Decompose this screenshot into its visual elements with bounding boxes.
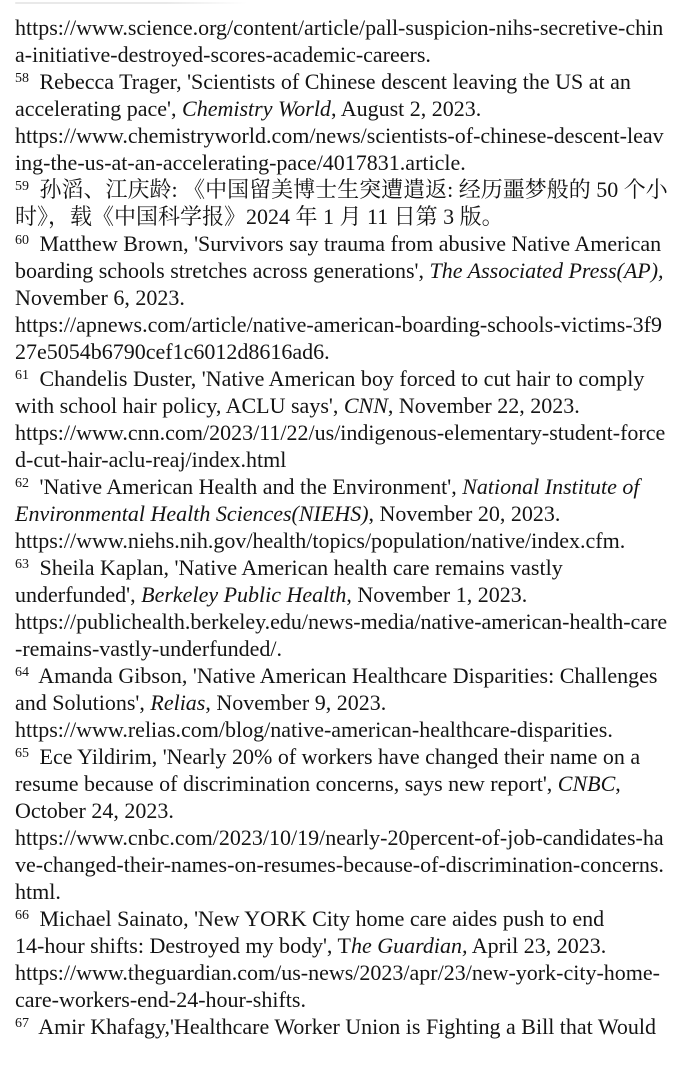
text-segment: boarding schools stretches across generations', [15,258,430,283]
footnote-number: 59 [15,179,29,194]
text-line [15,257,690,284]
text-segment: The Associated Press(AP), [429,258,664,283]
text-segment: , November 1, 2023. [346,582,528,607]
text-segment: April 23, 2023. [467,933,607,958]
footnote-number: 66 [15,908,29,923]
text-line [15,338,690,365]
text-segment: 孙滔、江庆龄: 《中国留美博士生突遭遣返: 经历噩梦般的 50 个小 [34,177,668,202]
text-line [15,797,690,824]
text-segment: November 6, 2023. [15,285,185,310]
text-segment: , November 20, 2023. [368,501,561,526]
text-line [15,851,690,878]
text-line [15,392,690,419]
top-partial-rule [15,2,247,4]
text-line [15,365,690,392]
text-line [15,932,690,959]
text-segment: https://www.relias.com/blog/native-american-healthcare-disparities. [15,717,613,742]
text-segment: a-initiative-destroyed-scores-academic-careers. [15,42,431,67]
text-segment: 'Native American Health and the Environment', [34,474,463,499]
text-segment: 14-hour shifts: Destroyed my body', T [15,933,351,958]
text-segment: Rebecca Trager, 'Scientists of Chinese descent leaving the US at an [34,69,631,94]
text-segment: National Institute of [462,474,640,499]
text-line [15,311,690,338]
text-segment: https://www.theguardian.com/us-news/2023/apr/23/new-york-city-home- [15,960,660,985]
footnote-number: 63 [15,557,29,572]
text-line [15,446,690,473]
footnote-number: 61 [15,368,29,383]
text-line [15,581,690,608]
text-segment: with school hair policy, ACLU says', [15,393,344,418]
text-line [15,986,690,1013]
text-segment: Amir Khafagy,'Healthcare Worker Union is Fighting a Bill that Would [34,1014,657,1039]
text-segment: Chandelis Duster, 'Native American boy forced to cut hair to comply [34,366,645,391]
text-segment: Relias [150,690,206,715]
text-line [15,689,690,716]
text-line [15,176,690,203]
text-segment: Sheila Kaplan, 'Native American health care remains vastly [34,555,563,580]
footnote-number: 64 [15,665,29,680]
text-line [15,473,690,500]
text-segment: resume because of discrimination concerns, says new report', [15,771,558,796]
footnote-number: 65 [15,746,29,761]
footnotes-text-block [15,14,690,1040]
text-segment: CNN [343,393,388,418]
footnote-number: 67 [15,1016,29,1031]
text-line [15,122,690,149]
text-line [15,743,690,770]
text-line [15,905,690,932]
text-line [15,1013,690,1040]
text-line [15,284,690,311]
text-segment: ve-changed-their-names-on-resumes-because-of-discrimination-concerns. [15,852,664,877]
text-segment: Berkeley Public Health [141,582,347,607]
text-segment: , [615,771,621,796]
text-segment: Michael Sainato, 'New YORK City home care aides push to end [34,906,605,931]
text-line [15,608,690,635]
text-segment: https://publichealth.berkeley.edu/news-media/native-american-health-care [15,609,668,634]
text-line [15,14,690,41]
text-line [15,149,690,176]
text-line [15,878,690,905]
text-segment: Environmental Health Sciences(NIEHS) [15,501,369,526]
text-segment: Ece Yildirim, 'Nearly 20% of workers have changed their name on a [34,744,641,769]
text-segment: d-cut-hair-aclu-reaj/index.html [15,447,287,472]
text-segment: underfunded', [15,582,142,607]
text-line [15,824,690,851]
text-segment: and Solutions', [15,690,151,715]
text-line [15,95,690,122]
text-line [15,230,690,257]
text-segment: , November 22, 2023. [387,393,580,418]
text-segment: , August 2, 2023. [330,96,482,121]
footnote-number: 58 [15,71,29,86]
text-segment: 27e5054b6790cef1c6012d8616ad6. [15,339,330,364]
text-segment: he Guardian, [350,933,468,958]
text-segment: https://www.cnn.com/2023/11/22/us/indigenous-elementary-student-force [15,420,666,445]
footnote-number: 62 [15,476,29,491]
text-segment: -remains-vastly-underfunded/. [15,636,282,661]
text-line [15,41,690,68]
text-segment: https://www.cnbc.com/2023/10/19/nearly-20percent-of-job-candidates-ha [15,825,664,850]
text-segment: html. [15,879,61,904]
text-segment: https://www.niehs.nih.gov/health/topics/population/native/index.cfm. [15,528,626,553]
text-line [15,68,690,95]
text-line [15,203,690,230]
text-line [15,527,690,554]
text-segment: Chemistry World [182,96,331,121]
text-segment: October 24, 2023. [15,798,174,823]
text-segment: accelerating pace', [15,96,183,121]
text-segment: , November 9, 2023. [205,690,387,715]
text-segment: Amanda Gibson, 'Native American Healthcare Disparities: Challenges [34,663,658,688]
text-line [15,959,690,986]
text-line [15,500,690,527]
text-segment: CNBC [557,771,616,796]
text-line [15,770,690,797]
text-line [15,554,690,581]
text-segment: https://www.chemistryworld.com/news/scientists-of-chinese-descent-leav [15,123,664,148]
footnote-number: 60 [15,233,29,248]
text-segment: 时》，载《中国科学报》2024 年 1 月 11 日第 3 版。 [15,204,504,229]
text-line [15,635,690,662]
text-segment: https://apnews.com/article/native-american-boarding-schools-victims-3f9 [15,312,662,337]
text-line [15,662,690,689]
text-line [15,419,690,446]
text-segment: ing-the-us-at-an-accelerating-pace/4017831.article. [15,150,466,175]
text-segment: https://www.science.org/content/article/pall-suspicion-nihs-secretive-chin [15,15,664,40]
text-line [15,716,690,743]
text-segment: care-workers-end-24-hour-shifts. [15,987,306,1012]
text-segment: Matthew Brown, 'Survivors say trauma from abusive Native American [34,231,662,256]
